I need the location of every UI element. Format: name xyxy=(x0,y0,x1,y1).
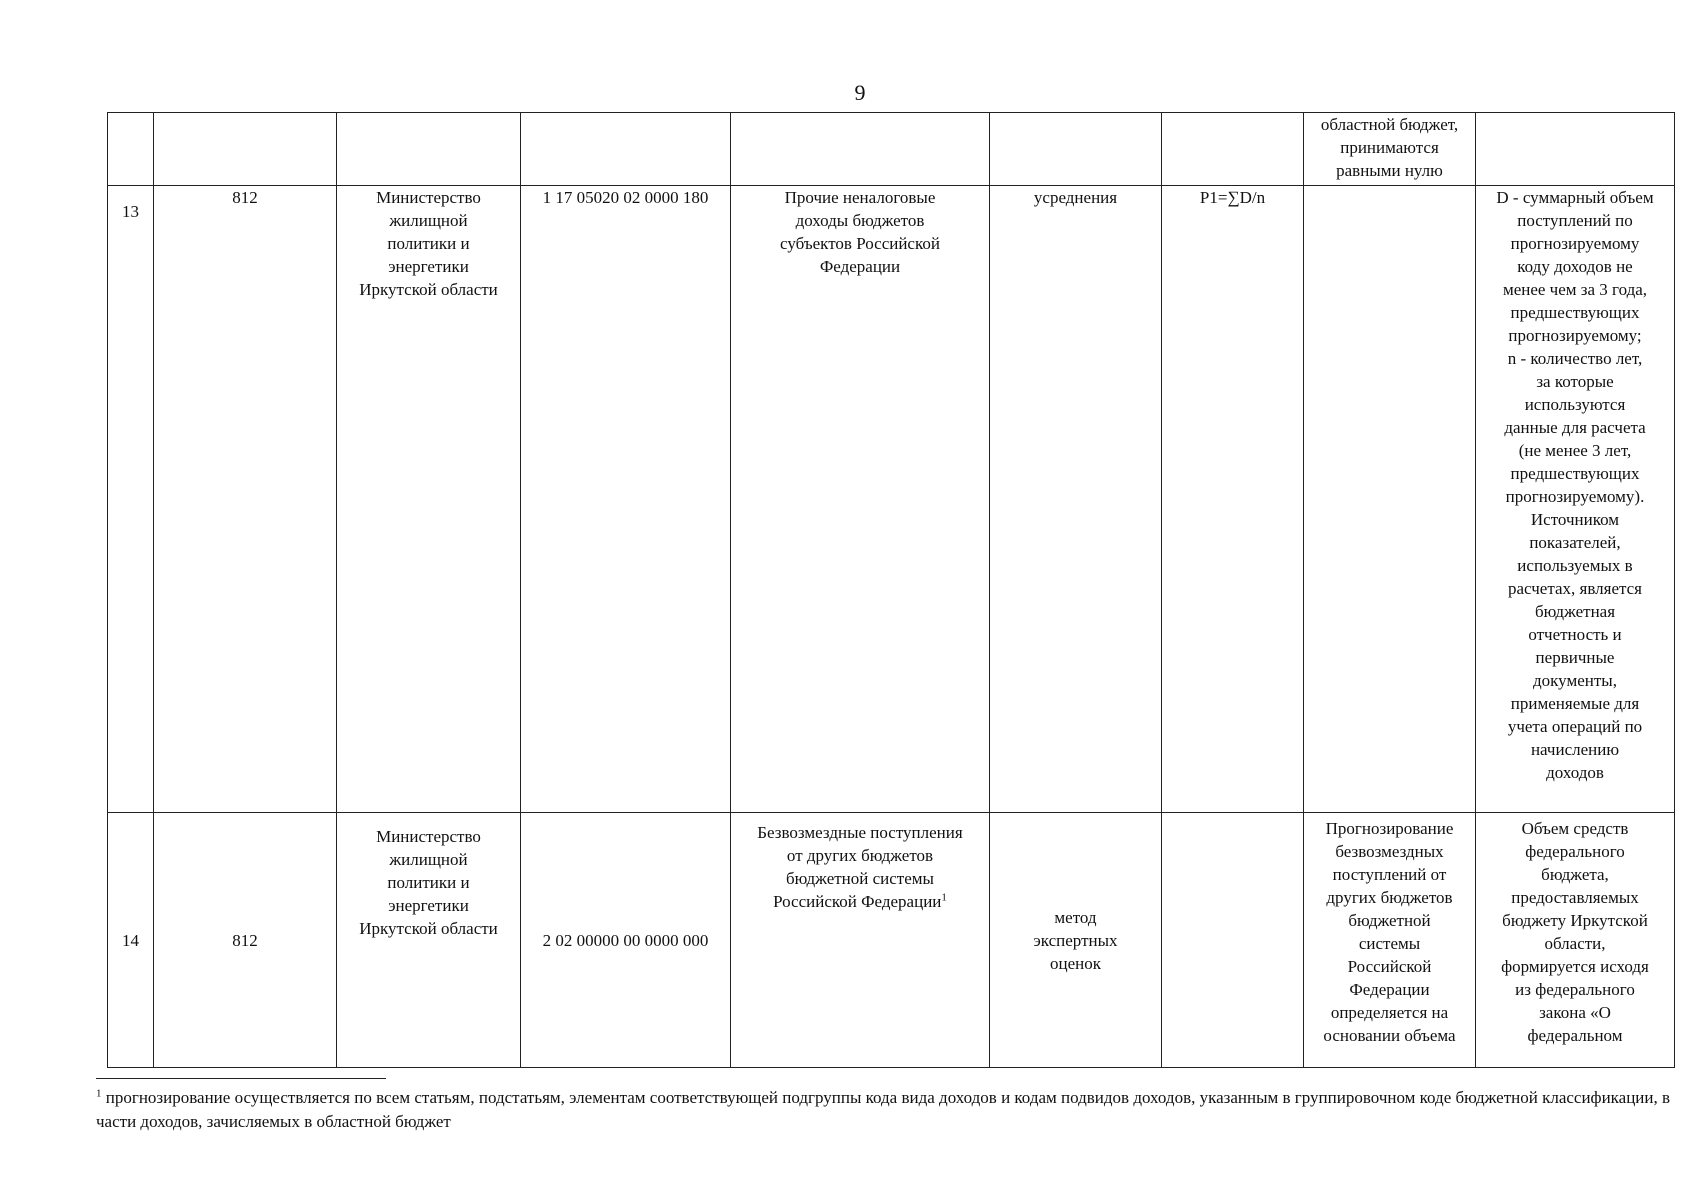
cell-admin: Министерство жилищной политики и энергетики Иркутской области xyxy=(337,813,521,1068)
cell-name: Прочие неналоговые доходы бюджетов субъектов Российской Федерации xyxy=(731,186,990,813)
cell-description: Объем средств федерального бюджета, предоставляемых бюджету Иркутской области, формируется исходя из федерального закона «О федеральном xyxy=(1476,813,1675,1068)
cell-admin xyxy=(337,113,521,186)
page-number: 9 xyxy=(854,80,866,105)
cell-method: метод экспертных оценок xyxy=(990,813,1162,1068)
cell-method: усреднения xyxy=(990,186,1162,813)
footnote-separator xyxy=(96,1078,386,1079)
cell-algorithm xyxy=(1304,186,1476,813)
footnote-text: прогнозирование осуществляется по всем статьям, подстатьям, элементам соответствующей подгруппы кода вида доходов и кодам подвидов доходов, указанным в группировочном коде бюджетной классификации, в части доходов, зачисляемых в областной бюджет xyxy=(96,1088,1671,1131)
cell-code: 812 xyxy=(154,813,337,1068)
cell-admin: Министерство жилищной политики и энергетики Иркутской области xyxy=(337,186,521,813)
cell-name xyxy=(731,813,990,1068)
cell-number: 13 xyxy=(108,186,154,813)
cell-method xyxy=(990,113,1162,186)
cell-kbk: 2 02 00000 00 0000 000 xyxy=(521,813,731,1068)
cell-name xyxy=(731,113,990,186)
cell-kbk xyxy=(521,113,731,186)
footnote-number: 1 xyxy=(96,1087,102,1100)
footnote-mark: 1 xyxy=(941,891,947,904)
cell-algorithm: областной бюджет, принимаются равными нулю xyxy=(1304,113,1476,186)
cell-kbk: 1 17 05020 02 0000 180 xyxy=(521,186,731,813)
cell-description: D - суммарный объем поступлений по прогнозируемому коду доходов не менее чем за 3 года, предшествующих прогнозируемому; n - количество лет, за которые используются данные для расчета (не менее 3 лет, предшествующих прогнозируемому). Источником показателей, используемых в расчетах, является бюджетная отчетность и первичные документы, применяемые для учета операций по начислению доходов xyxy=(1476,186,1675,813)
revenue-forecast-table xyxy=(107,112,1675,1068)
footnote xyxy=(96,1086,1686,1134)
table-row xyxy=(108,113,1675,186)
cell-formula xyxy=(1162,113,1304,186)
cell-formula: P1=∑D/n xyxy=(1162,186,1304,813)
cell-code: 812 xyxy=(154,186,337,813)
cell-algorithm: Прогнозирование безвозмездных поступлений от других бюджетов бюджетной системы Российской Федерации определяется на основании объема xyxy=(1304,813,1476,1068)
table-row xyxy=(108,186,1675,813)
table-row xyxy=(108,813,1675,1068)
cell-description xyxy=(1476,113,1675,186)
cell-number xyxy=(108,113,154,186)
cell-code xyxy=(154,113,337,186)
cell-number: 14 xyxy=(108,813,154,1068)
cell-formula xyxy=(1162,813,1304,1068)
name-text: Безвозмездные поступления от других бюджетов бюджетной системы Российской Федерации xyxy=(757,823,963,911)
